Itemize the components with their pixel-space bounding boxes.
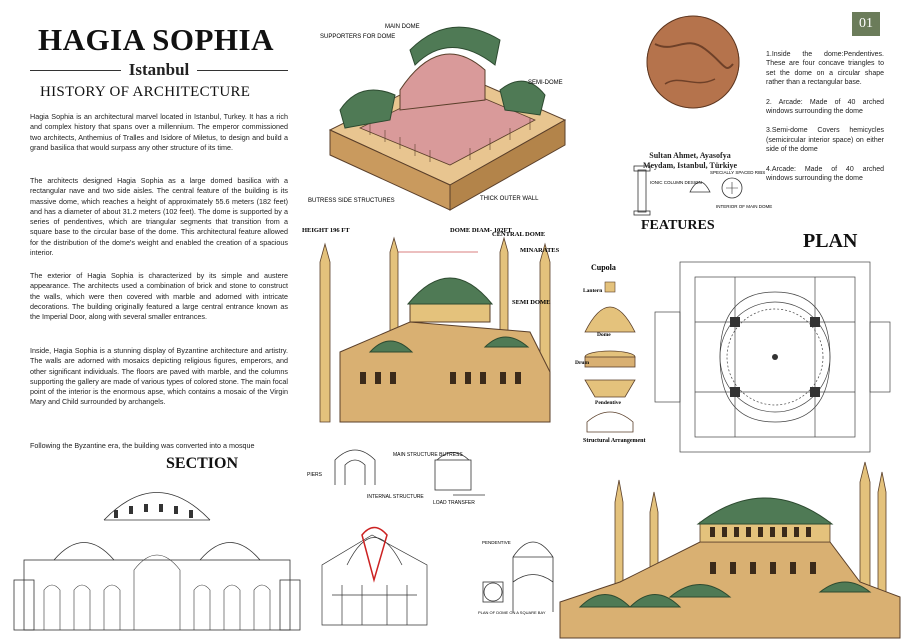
location-map <box>645 14 741 110</box>
paragraph-2: The architects designed Hagia Sophia as a large domed basilica with a rectangular nave and two side aisles. The central feature of the building is its massive dome, which reaches a height of approximately 55.6 meters (182 feet) and has a diameter of about 31.2 meters (102 feet). The dome is supported by a series of pendentives, which are triangular segments that transition from a square base to the circular base of the dome. This architectural feature allowed for the distribution of the dome's weight and enabled the creation of a spacious interior. <box>30 176 288 258</box>
iso-label-semi-dome: SEMI-DOME <box>528 80 563 86</box>
subtitle-row <box>30 60 288 80</box>
label-plan-dome: PLAN OF DOME ON A SQUARE BAY <box>478 610 546 615</box>
section-heading: HISTORY OF ARCHITECTURE <box>40 84 251 100</box>
section-drawing <box>14 470 300 635</box>
note-2: 2. Arcade: Made of 40 arched windows surrounding the dome <box>766 98 884 116</box>
iso-label-main-dome <box>385 24 420 30</box>
paragraph-5: Following the Byzantine era, the building was converted into a mosque <box>30 441 255 450</box>
iso-label-supporters: SUPPORTERS FOR DOME <box>320 34 396 40</box>
svg-text:MAIN DOME: MAIN DOME <box>385 24 420 30</box>
divider-left <box>30 70 121 71</box>
interior-sketch <box>312 505 437 635</box>
label-spaced-ribs: SPECIALLY SPACED RIBS <box>710 170 766 175</box>
ext-label-height: HEIGHT 196 FT <box>302 227 350 234</box>
iso-label-thick-wall: THICK OUTER WALL <box>480 196 539 202</box>
feature-notes <box>766 50 884 193</box>
structure-diagram <box>305 440 500 508</box>
column-dome-details <box>630 162 773 220</box>
label-internal-structure: INTERNAL STRUCTURE <box>367 494 424 500</box>
cupola-lantern: Lantern <box>583 288 603 294</box>
label-main-structure: MAIN STRUCTURE BUTRESS <box>393 452 463 458</box>
paragraph-3: The exterior of Hagia Sophia is characterized by its simple and austere appearance. The architects used a combination of brick and stone to construct the walls, which were then covered with marble and adorned with intricate decorations. The building originally featured a large central entrance known as the Imperial Door, along with several smaller entrances. <box>30 271 288 322</box>
cupola-title: Cupola <box>591 263 616 272</box>
label-pendentive: PENDENTIVE <box>482 540 511 545</box>
ext-label-dome-diam: DOME DIAM- 102FT <box>450 227 512 234</box>
iso-label-buttress: BUTRESS SIDE STRUCTURES <box>308 198 395 204</box>
panorama-drawing <box>560 462 900 638</box>
cupola-drum: Drum <box>575 360 590 366</box>
exterior-view-drawing <box>300 222 570 434</box>
cupola-pendentive: Pendentive <box>595 400 621 406</box>
ext-label-minarets: MINARATES <box>520 247 560 254</box>
isometric-cutaway-drawing <box>300 10 590 220</box>
cupola-diagram <box>575 262 647 454</box>
note-3: 3.Semi-dome Covers hemicycles (semicircular interior space) on either side of the dome <box>766 127 884 154</box>
page-subtitle: Istanbul <box>128 60 190 79</box>
floor-plan-drawing <box>650 252 895 462</box>
section-heading-label: SECTION <box>166 455 239 472</box>
ext-label-central-dome: CENTRAL DOME <box>492 231 546 238</box>
label-ionic-column: IONIC COLUMN DESIGN <box>650 180 702 185</box>
ext-label-semi-dome: SEMI DOME <box>512 299 551 306</box>
features-heading: FEATURES <box>641 218 715 233</box>
pendentive-sketch <box>478 522 560 630</box>
page-title: HAGIA SOPHIA <box>38 22 274 57</box>
map-caption-line-1: Sultan Ahmet, Ayasofya <box>649 151 731 160</box>
cupola-dome: Dome <box>597 332 611 338</box>
divider-right <box>197 70 288 71</box>
cupola-structural: Structural Arrangement <box>583 438 646 444</box>
paragraph-4: Inside, Hagia Sophia is a stunning display of Byzantine architecture and artistry. The walls are adorned with mosaics depicting religious figures, emperors, and other significant individuals. The floors are paved with marble, and the columns supporting the gallery are made of various types of colored stone. The main focal point of the interior is the enormous apse, which contains a mosaic of the Virgin Mary and Child surrounded by archangels. <box>30 346 288 407</box>
page-number-badge: 01 <box>852 12 880 36</box>
label-load-transfer: LOAD TRANSFER <box>433 500 475 506</box>
label-piers: PIERS <box>307 472 323 478</box>
map-caption-line-2: Meydam, Istanbul, Türkiye <box>642 161 738 170</box>
paragraph-1: Hagia Sophia is an architectural marvel located in Istanbul, Turkey. It has a rich and complex history that spans over a millennium. The emperor commissioned two architects, Anthemius of Tralles and Isidore of Miletus, to design and build a grand basilica that would surpass any other structure of its time. <box>30 112 288 152</box>
note-1: 1.Inside the dome:Pendentives. These are four concave triangles to set the dome on a circular shape rather than a rectangular base. <box>766 51 884 87</box>
plan-heading: PLAN <box>803 230 858 252</box>
label-interior-dome: INTERIOR OF MAIN DOME <box>716 204 773 209</box>
note-4: 4.Arcade: Made of 40 arched windows surrounding the dome <box>766 165 884 183</box>
